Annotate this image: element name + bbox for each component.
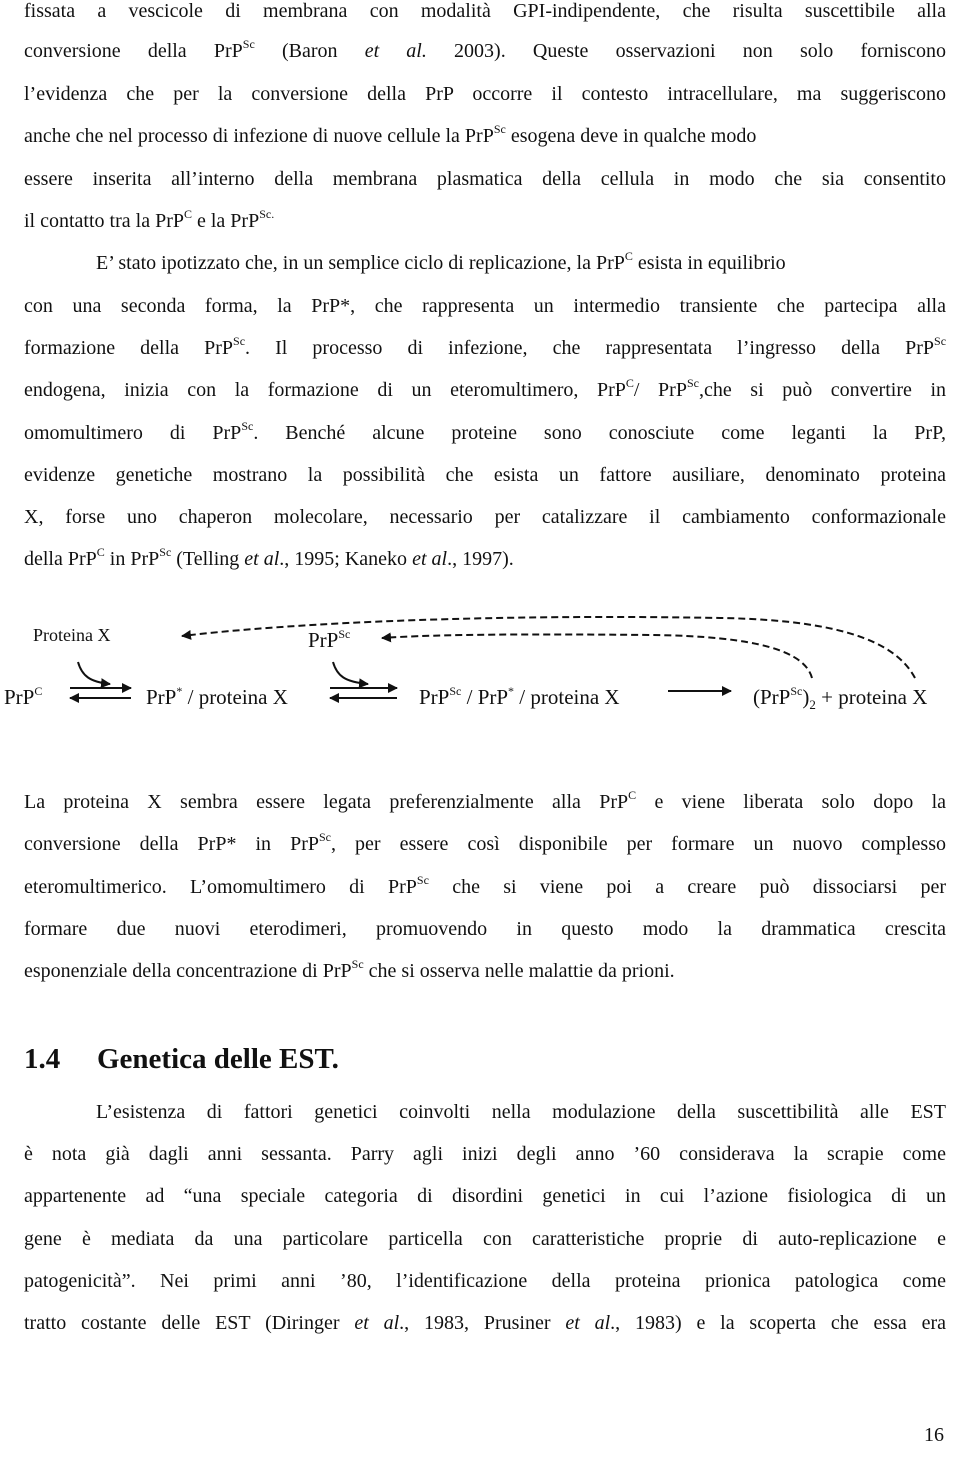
dashed-arrow-short (382, 634, 812, 678)
text-line: gene è mediata da una particolare particella con caratteristiche proprie di auto-replicazione e (24, 1228, 946, 1250)
text-line: con una seconda forma, la PrP*, che rappresenta un intermedio transiente che partecipa alla (24, 295, 946, 317)
label-prp-sc-star-x: PrP$^{Sc}$ / PrP* / proteina X (419, 684, 620, 709)
text-line: conversione della PrP$^{Sc}$ (Baron et al. 2003). Queste osservazioni non solo forniscono (24, 37, 947, 62)
dashed-arrow-long (182, 617, 915, 678)
label-proteina-x: Proteina X (33, 625, 111, 645)
text-line: E’ stato ipotizzato che, in un semplice ciclo di replicazione, la PrP$^C$ esista in equilibrio (96, 249, 786, 274)
label-prp-c: PrP$^C$ (4, 684, 43, 709)
text-line: il contatto tra la PrP$^C$ e la PrP$^{Sc.}$ (24, 207, 275, 232)
label-prp-sc-dimer-x: $(PrP^{Sc})_2$ + proteina X (753, 684, 928, 713)
text-line: conversione della PrP* in PrP$^{Sc}$, per essere così disponibile per formare un nuovo complesso (24, 830, 946, 855)
text-line: endogena, inizia con la formazione di un eteromultimero, PrP$^C$/ PrP$^{Sc}$,che si può convertire in (24, 376, 947, 401)
text-line: anche che nel processo di infezione di nuove cellule la PrP$^{Sc}$ esogena deve in qualche modo (24, 122, 757, 147)
label-prp-star-x: PrP* / proteina X (146, 684, 288, 709)
text-line: omomultimero di PrP$^{Sc}$. Benché alcune proteine sono conosciute come leganti la PrP, (24, 419, 946, 444)
text-line: formare due nuovi eterodimeri, promuovendo in questo modo la drammatica crescita (24, 918, 946, 940)
text-line: è nota già dagli anni sessanta. Parry agli inizi degli anno ’60 considerava la scrapie come (24, 1143, 946, 1165)
text-line: formazione della PrP$^{Sc}$. Il processo di infezione, che rappresentata l’ingresso della PrP$^{Sc}$ (24, 334, 947, 359)
text-line: essere inserita all’interno della membrana plasmatica della cellula in modo che sia consentito (24, 168, 946, 190)
section-heading (24, 1043, 339, 1076)
page-number: 16 (924, 1424, 944, 1446)
text-line: fissata a vescicole di membrana con modalità GPI-indipendente, che risulta suscettibile alla (24, 0, 946, 22)
text-line: tratto costante delle EST (Diringer et al., 1983, Prusiner et al., 1983) e la scoperta che essa era (24, 1312, 947, 1334)
text-line: eteromultimerico. L’omomultimero di PrP$^{Sc}$ che si viene poi a creare può dissociarsi per (24, 873, 946, 898)
section-number: 1.4 (24, 1043, 61, 1075)
curved-arrow-x (78, 662, 110, 684)
section-title: Genetica delle EST. (97, 1043, 339, 1075)
reaction-diagram (0, 600, 960, 730)
text-line: L’esistenza di fattori genetici coinvolti nella modulazione della suscettibilità alle EST (96, 1101, 946, 1123)
text-line: La proteina X sembra essere legata preferenzialmente alla PrP$^C$ e viene liberata solo dopo la (24, 788, 946, 813)
text-line: X, forse uno chaperon molecolare, necessario per catalizzare il cambiamento conformazionale (24, 506, 946, 528)
curved-arrow-sc (333, 662, 368, 684)
text-line: l’evidenza che per la conversione della PrP occorre il contesto intracellulare, ma suggeriscono (24, 83, 946, 105)
text-line: evidenze genetiche mostrano la possibilità che esista un fattore ausiliare, denominato proteina (24, 464, 946, 486)
text-line: della PrP$^C$ in PrP$^{Sc}$ (Telling et al., 1995; Kaneko et al., 1997). (24, 545, 514, 570)
text-line: patogenicità”. Nei primi anni ’80, l’identificazione della proteina prionica patologica come (24, 1270, 946, 1292)
text-line: esponenziale della concentrazione di PrP$^{Sc}$ che si osserva nelle malattie da prioni. (24, 957, 675, 982)
text-line: appartenente ad “una speciale categoria di disordini genetici in cui l’azione fisiologica di un (24, 1185, 946, 1207)
label-prp-sc-top: PrP$^{Sc}$ (308, 627, 351, 652)
